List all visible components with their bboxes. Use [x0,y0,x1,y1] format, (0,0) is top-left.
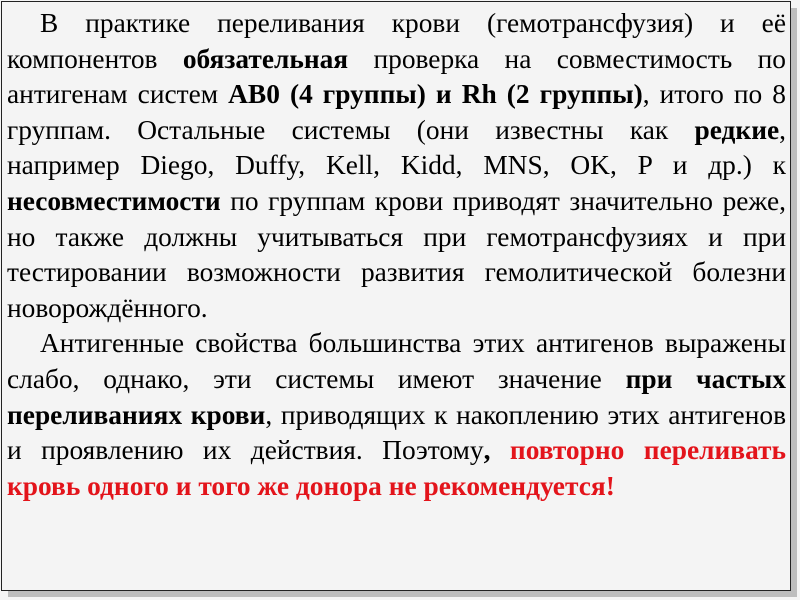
slide-text [7,6,786,504]
paragraph-transfusion-compatibility [7,6,786,326]
p2-bold-comma: , [483,435,491,466]
p1-bold-incompatibility: несовместимости [7,185,221,216]
p2-bold-frequent-transfusions: при частых переливаниях крови [7,363,786,430]
p1-bold-abo-rh: АВ0 (4 группы) и Rh (2 группы) [228,79,643,110]
p2-text-2: , приводящих к накоплению этих антигенов и проявлению их действия. Поэтому [7,399,786,466]
frame-shadow-bottom [8,591,797,597]
p1-text-1: В практике переливания крови (гемотрансфузия) и её компонентов [7,8,786,74]
p1-text-3: , итого по 8 группам. Остальные системы (они известны как [7,79,786,145]
paragraph-antigen-properties [7,326,786,504]
p1-bold-rare: редкие [694,114,780,145]
p2-warning-repeat-donor: повторно переливать кровь одного и того же донора не рекомендуется! [7,435,786,501]
p1-text-2: проверка на совместимость по антигенам систем [7,43,787,110]
frame-shadow-right [791,8,797,596]
p1-text-4: , например Diego, Duffy, Kell, Kidd, MNS, OK, P и др.) к [7,114,786,181]
p1-bold-mandatory: обязательная [182,43,349,74]
p2-text-1: Антигенные свойства большинства этих антигенов выражены слабо, однако, эти системы имеют значение [7,328,786,394]
p1-text-5: по группам крови приводят значительно реже, но также должны учитываться при гемотрансфузиях и при тестировании возможности развития гемолитической болезни новорождённого. [7,185,786,323]
